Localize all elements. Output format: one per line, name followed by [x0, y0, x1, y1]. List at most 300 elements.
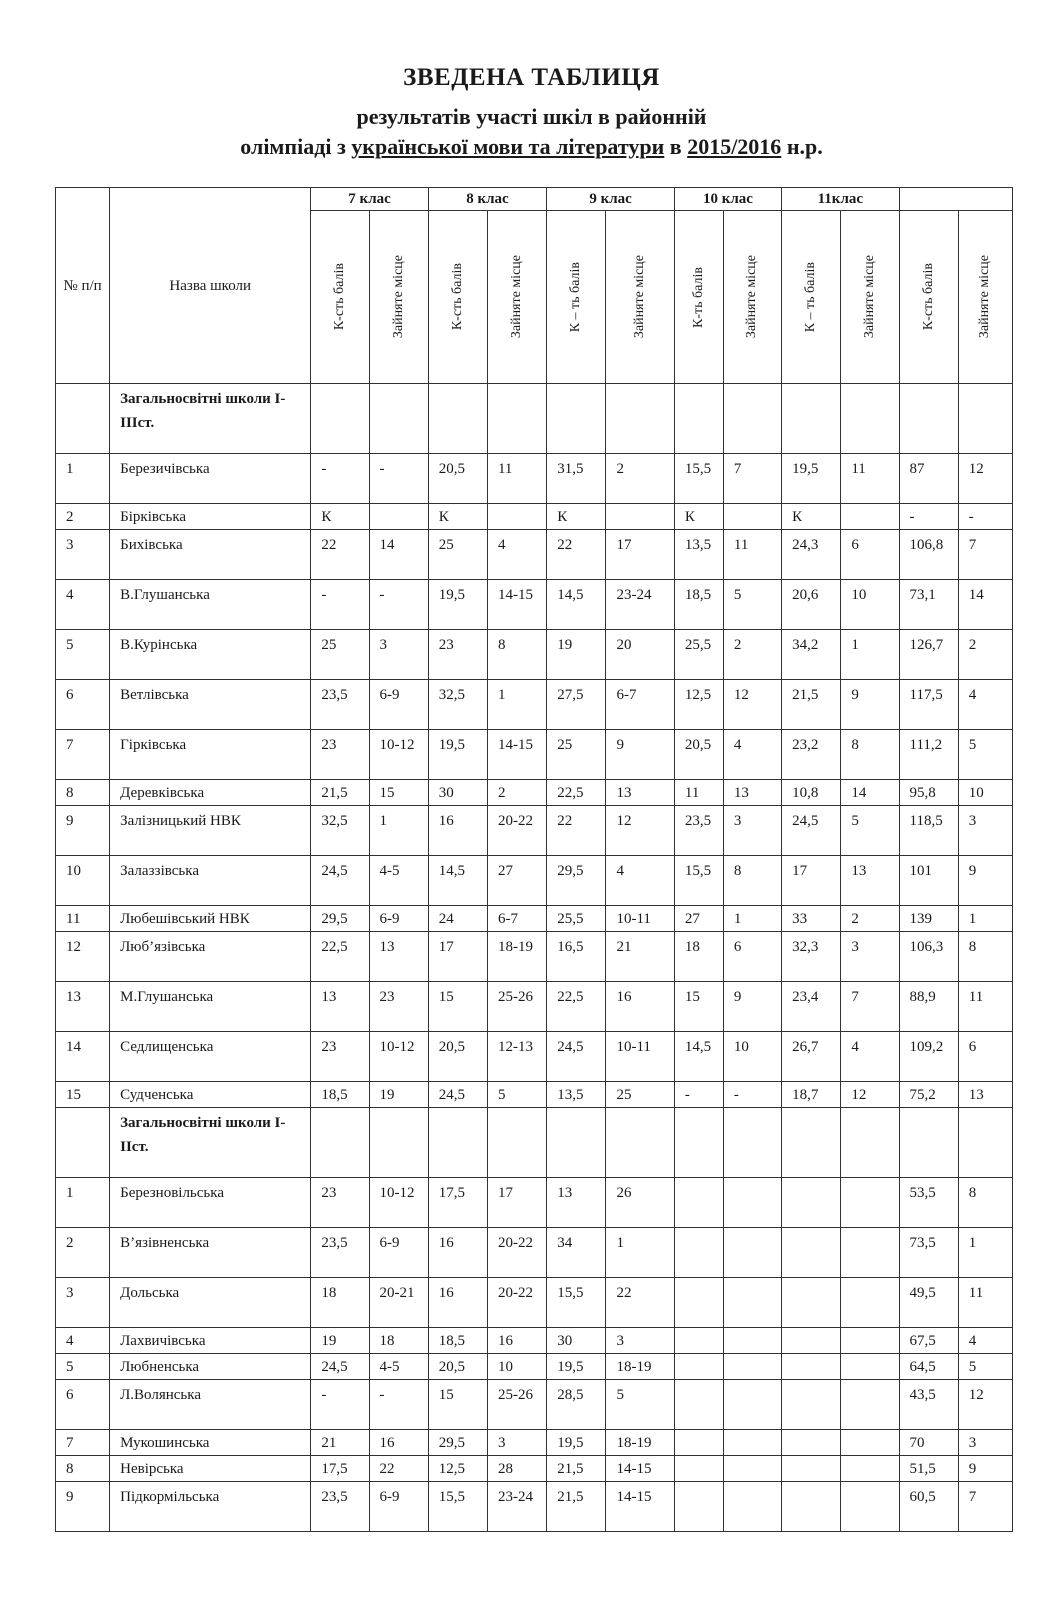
empty-cell	[899, 1108, 958, 1178]
subheader-label: К-сть балів	[331, 263, 347, 331]
points-cell: 24,5	[428, 1082, 487, 1108]
points-cell: 20,6	[782, 580, 841, 630]
empty-cell	[487, 384, 546, 454]
place-cell: 4	[723, 730, 781, 780]
points-cell: 23,5	[311, 680, 369, 730]
row-number: 6	[56, 680, 110, 730]
points-cell: 14,5	[674, 1032, 723, 1082]
points-cell: 75,2	[899, 1082, 958, 1108]
table-row	[56, 1456, 1013, 1482]
place-cell: 5	[841, 806, 899, 856]
points-cell: 13,5	[674, 530, 723, 580]
points-cell	[674, 1354, 723, 1380]
points-cell: 22,5	[547, 780, 606, 806]
place-cell	[841, 1380, 899, 1430]
row-number: 5	[56, 630, 110, 680]
empty-cell	[723, 1108, 781, 1178]
points-cell: 13	[311, 982, 369, 1032]
place-cell	[369, 504, 428, 530]
place-cell	[841, 504, 899, 530]
points-cell: 16	[428, 806, 487, 856]
place-cell: 6	[841, 530, 899, 580]
place-cell: 10-11	[606, 1032, 674, 1082]
empty-cell	[547, 384, 606, 454]
points-cell: 23	[311, 730, 369, 780]
school-name: Бірківська	[110, 504, 311, 530]
points-subheader	[899, 211, 958, 384]
school-name: Гірківська	[110, 730, 311, 780]
place-cell: 16	[606, 982, 674, 1032]
points-cell: 109,2	[899, 1032, 958, 1082]
place-cell: 4	[841, 1032, 899, 1082]
points-cell: 20,5	[428, 1032, 487, 1082]
points-cell: 23	[311, 1032, 369, 1082]
place-cell	[723, 1328, 781, 1354]
row-number: 14	[56, 1032, 110, 1082]
school-name: Мукошинська	[110, 1430, 311, 1456]
points-cell: 118,5	[899, 806, 958, 856]
place-cell	[841, 1228, 899, 1278]
points-cell: К	[674, 504, 723, 530]
points-cell: 25	[547, 730, 606, 780]
points-cell: 27,5	[547, 680, 606, 730]
points-cell: 34,2	[782, 630, 841, 680]
place-cell: -	[958, 504, 1012, 530]
points-cell: -	[311, 580, 369, 630]
table-row	[56, 630, 1013, 680]
points-cell: 19,5	[428, 580, 487, 630]
school-name: Невірська	[110, 1456, 311, 1482]
school-name: Седлищенська	[110, 1032, 311, 1082]
subtitle-text-c: н.р.	[781, 134, 823, 159]
place-cell: 2	[958, 630, 1012, 680]
row-number: 6	[56, 1380, 110, 1430]
subheader-label: К – ть балів	[803, 261, 819, 333]
empty-cell	[958, 1108, 1012, 1178]
empty-cell	[487, 1108, 546, 1178]
points-cell	[782, 1380, 841, 1430]
points-cell	[674, 1278, 723, 1328]
place-subheader	[606, 211, 674, 384]
place-cell	[841, 1482, 899, 1532]
school-name: Підкормільська	[110, 1482, 311, 1532]
points-cell: 19	[547, 630, 606, 680]
points-cell: 23	[428, 630, 487, 680]
points-cell: 25,5	[547, 906, 606, 932]
place-cell: 5	[606, 1380, 674, 1430]
place-cell: 11	[958, 1278, 1012, 1328]
points-cell: 14,5	[547, 580, 606, 630]
place-subheader	[723, 211, 781, 384]
place-cell	[723, 1278, 781, 1328]
place-cell: 23-24	[487, 1482, 546, 1532]
school-name: Любешівський НВК	[110, 906, 311, 932]
row-number: 8	[56, 780, 110, 806]
place-cell: 13	[369, 932, 428, 982]
points-cell: 73,1	[899, 580, 958, 630]
points-cell: 73,5	[899, 1228, 958, 1278]
place-cell: 12	[841, 1082, 899, 1108]
place-cell: 9	[841, 680, 899, 730]
place-cell: 5	[958, 1354, 1012, 1380]
points-cell: 32,3	[782, 932, 841, 982]
place-cell: 3	[369, 630, 428, 680]
place-cell: 26	[606, 1178, 674, 1228]
place-cell: 23-24	[606, 580, 674, 630]
place-cell: 2	[841, 906, 899, 932]
row-number: 7	[56, 1430, 110, 1456]
place-cell: 3	[606, 1328, 674, 1354]
grade-10-header: 10 клас	[674, 188, 781, 211]
points-cell	[782, 1328, 841, 1354]
row-number: 15	[56, 1082, 110, 1108]
points-cell: 20,5	[428, 454, 487, 504]
empty-cell	[782, 1108, 841, 1178]
points-cell: 17	[782, 856, 841, 906]
points-cell: 32,5	[311, 806, 369, 856]
row-number: 2	[56, 1228, 110, 1278]
doc-subtitle-line3	[0, 134, 1063, 160]
points-subheader	[547, 211, 606, 384]
results-table	[55, 187, 1013, 1532]
place-cell: 22	[369, 1456, 428, 1482]
empty-cell	[428, 384, 487, 454]
points-cell: 101	[899, 856, 958, 906]
points-cell	[782, 1456, 841, 1482]
place-cell: 4-5	[369, 1354, 428, 1380]
place-cell: 11	[958, 982, 1012, 1032]
empty-cell	[547, 1108, 606, 1178]
empty-cell	[369, 1108, 428, 1178]
table-row	[56, 1178, 1013, 1228]
place-cell: 12	[958, 1380, 1012, 1430]
subheader-label: К – ть балів	[568, 261, 584, 333]
table-row	[56, 454, 1013, 504]
points-cell: 22,5	[547, 982, 606, 1032]
points-cell: 17	[428, 932, 487, 982]
place-cell: 20-22	[487, 1228, 546, 1278]
empty-cell	[674, 1108, 723, 1178]
points-cell: -	[311, 1380, 369, 1430]
points-cell	[674, 1380, 723, 1430]
points-cell: 18	[311, 1278, 369, 1328]
school-name: Ветлівська	[110, 680, 311, 730]
section-title: Загальносвітні школи І-ІІст.	[110, 1108, 311, 1178]
points-cell	[674, 1328, 723, 1354]
place-cell	[841, 1456, 899, 1482]
points-cell	[674, 1482, 723, 1532]
place-cell: 1	[487, 680, 546, 730]
school-name: Лахвичівська	[110, 1328, 311, 1354]
points-cell: 28,5	[547, 1380, 606, 1430]
empty-cell	[311, 384, 369, 454]
points-cell: 19,5	[782, 454, 841, 504]
school-name: М.Глушанська	[110, 982, 311, 1032]
empty-cell	[606, 384, 674, 454]
points-cell: 30	[428, 780, 487, 806]
place-cell: 10-12	[369, 1178, 428, 1228]
school-name: Залізницький НВК	[110, 806, 311, 856]
place-cell: 2	[487, 780, 546, 806]
place-cell: 6-9	[369, 906, 428, 932]
place-cell: -	[369, 454, 428, 504]
section-header-row	[56, 1108, 1013, 1178]
points-cell: 24,5	[782, 806, 841, 856]
place-cell	[723, 1354, 781, 1380]
points-cell	[782, 1354, 841, 1380]
school-name: В’язівненська	[110, 1228, 311, 1278]
points-cell: К	[547, 504, 606, 530]
grade-11-header: 11клас	[782, 188, 899, 211]
row-number: 9	[56, 1482, 110, 1532]
place-cell: 14-15	[487, 580, 546, 630]
points-cell: 13,5	[547, 1082, 606, 1108]
grade-7-header: 7 клас	[311, 188, 428, 211]
points-cell: 19,5	[428, 730, 487, 780]
points-cell: 51,5	[899, 1456, 958, 1482]
points-cell: 16,5	[547, 932, 606, 982]
table-row	[56, 530, 1013, 580]
school-name: Люб’язівська	[110, 932, 311, 982]
place-cell: 5	[958, 730, 1012, 780]
points-cell: 19,5	[547, 1430, 606, 1456]
table-row	[56, 504, 1013, 530]
subtitle-text-b: в	[664, 134, 688, 159]
place-cell: 8	[841, 730, 899, 780]
points-cell	[674, 1430, 723, 1456]
points-cell: 88,9	[899, 982, 958, 1032]
row-number: 1	[56, 454, 110, 504]
place-cell: 4	[606, 856, 674, 906]
points-cell: 23,5	[311, 1228, 369, 1278]
place-cell: 8	[958, 1178, 1012, 1228]
place-cell: 1	[723, 906, 781, 932]
place-cell	[723, 1178, 781, 1228]
place-cell: 8	[487, 630, 546, 680]
place-cell	[841, 1278, 899, 1328]
points-cell: 70	[899, 1430, 958, 1456]
place-cell: 19	[369, 1082, 428, 1108]
subheader-label: К-сть балів	[920, 263, 936, 331]
table-row	[56, 1380, 1013, 1430]
points-cell: 22	[547, 806, 606, 856]
points-cell: 23,2	[782, 730, 841, 780]
place-cell: 6	[723, 932, 781, 982]
empty-cell	[311, 1108, 369, 1178]
table-row	[56, 1328, 1013, 1354]
place-cell: 18-19	[606, 1354, 674, 1380]
empty-cell	[899, 384, 958, 454]
points-cell: 126,7	[899, 630, 958, 680]
points-cell	[674, 1456, 723, 1482]
empty-cell	[369, 384, 428, 454]
place-cell: 13	[841, 856, 899, 906]
table-row	[56, 806, 1013, 856]
place-cell: 14-15	[606, 1456, 674, 1482]
points-cell: -	[899, 504, 958, 530]
points-cell	[782, 1278, 841, 1328]
points-cell	[782, 1228, 841, 1278]
place-cell: 1	[958, 906, 1012, 932]
points-cell: 18,5	[674, 580, 723, 630]
place-cell: 3	[958, 1430, 1012, 1456]
place-cell: 20-21	[369, 1278, 428, 1328]
points-cell: 18	[674, 932, 723, 982]
table-row	[56, 1430, 1013, 1456]
place-cell: 1	[841, 630, 899, 680]
place-cell: 14	[958, 580, 1012, 630]
points-cell: 19	[311, 1328, 369, 1354]
row-number: 11	[56, 906, 110, 932]
row-number: 10	[56, 856, 110, 906]
points-cell: 17,5	[428, 1178, 487, 1228]
place-cell: 3	[723, 806, 781, 856]
empty-cell	[606, 1108, 674, 1178]
place-cell: 6-9	[369, 1482, 428, 1532]
place-cell: 7	[958, 530, 1012, 580]
points-cell	[782, 1482, 841, 1532]
row-number: 4	[56, 1328, 110, 1354]
place-cell: 6-9	[369, 680, 428, 730]
school-name: Деревківська	[110, 780, 311, 806]
points-cell: 25	[311, 630, 369, 680]
place-cell: 17	[487, 1178, 546, 1228]
points-cell: 18,5	[311, 1082, 369, 1108]
points-cell: 21,5	[547, 1456, 606, 1482]
points-cell: 43,5	[899, 1380, 958, 1430]
empty-cell	[958, 384, 1012, 454]
subheader-label: Зайняте місце	[861, 255, 877, 339]
place-cell: 14-15	[606, 1482, 674, 1532]
points-cell: 53,5	[899, 1178, 958, 1228]
place-cell: 20	[606, 630, 674, 680]
points-cell: 32,5	[428, 680, 487, 730]
points-cell: 15	[674, 982, 723, 1032]
points-cell: 22,5	[311, 932, 369, 982]
points-subheader	[782, 211, 841, 384]
points-cell: -	[674, 1082, 723, 1108]
points-cell: 34	[547, 1228, 606, 1278]
points-cell: -	[311, 454, 369, 504]
points-cell: 20,5	[674, 730, 723, 780]
place-cell: 4-5	[369, 856, 428, 906]
place-cell: 9	[723, 982, 781, 1032]
place-cell: 14	[369, 530, 428, 580]
subheader-label: Зайняте місце	[509, 255, 525, 339]
place-cell: 10-12	[369, 730, 428, 780]
table-row	[56, 580, 1013, 630]
place-cell: 6-7	[487, 906, 546, 932]
points-cell: 16	[428, 1228, 487, 1278]
points-cell: 15,5	[547, 1278, 606, 1328]
empty-cell	[841, 384, 899, 454]
points-cell: 22	[547, 530, 606, 580]
subheader-label: Зайняте місце	[632, 255, 648, 339]
place-cell: 23	[369, 982, 428, 1032]
points-cell: 87	[899, 454, 958, 504]
place-cell: 3	[487, 1430, 546, 1456]
place-cell: 10-11	[606, 906, 674, 932]
points-cell: 139	[899, 906, 958, 932]
school-name: Березичівська	[110, 454, 311, 504]
points-cell: 25,5	[674, 630, 723, 680]
subtitle-text-a: олімпіаді з	[240, 134, 352, 159]
place-cell: 9	[606, 730, 674, 780]
table-row	[56, 730, 1013, 780]
points-subheader	[311, 211, 369, 384]
points-cell: 12,5	[674, 680, 723, 730]
points-cell: 30	[547, 1328, 606, 1354]
points-cell: 12,5	[428, 1456, 487, 1482]
place-cell: 6	[958, 1032, 1012, 1082]
points-cell: 15,5	[428, 1482, 487, 1532]
points-cell: 26,7	[782, 1032, 841, 1082]
points-cell: К	[311, 504, 369, 530]
place-cell: 1	[369, 806, 428, 856]
points-cell: 18,5	[428, 1328, 487, 1354]
place-cell	[841, 1354, 899, 1380]
place-cell: 20-22	[487, 1278, 546, 1328]
empty-cell	[56, 1108, 110, 1178]
place-cell: 17	[606, 530, 674, 580]
place-cell: 11	[487, 454, 546, 504]
col-number-header: № п/п	[56, 188, 110, 384]
place-cell: 25	[606, 1082, 674, 1108]
row-number: 4	[56, 580, 110, 630]
points-cell: 21,5	[782, 680, 841, 730]
points-cell: 106,8	[899, 530, 958, 580]
grade-9-header: 9 клас	[547, 188, 675, 211]
total-header	[899, 188, 1012, 211]
points-cell: 17,5	[311, 1456, 369, 1482]
place-cell: 2	[723, 630, 781, 680]
place-cell: 4	[958, 680, 1012, 730]
points-cell: К	[782, 504, 841, 530]
place-cell: 14-15	[487, 730, 546, 780]
place-cell: 3	[841, 932, 899, 982]
table-row	[56, 906, 1013, 932]
table-row	[56, 780, 1013, 806]
table-row	[56, 1228, 1013, 1278]
place-cell: 27	[487, 856, 546, 906]
place-cell: 8	[723, 856, 781, 906]
points-cell: 16	[428, 1278, 487, 1328]
doc-title: ЗВЕДЕНА ТАБЛИЦЯ	[403, 64, 660, 91]
subheader-label: Зайняте місце	[390, 255, 406, 339]
row-number: 5	[56, 1354, 110, 1380]
place-cell	[487, 504, 546, 530]
row-number: 8	[56, 1456, 110, 1482]
points-cell: 31,5	[547, 454, 606, 504]
school-name: Судченська	[110, 1082, 311, 1108]
place-cell: 10	[841, 580, 899, 630]
school-name: В.Курінська	[110, 630, 311, 680]
place-cell: 6-9	[369, 1228, 428, 1278]
place-cell: 5	[487, 1082, 546, 1108]
place-cell: 13	[606, 780, 674, 806]
points-cell: 60,5	[899, 1482, 958, 1532]
points-cell: 49,5	[899, 1278, 958, 1328]
place-cell: 14	[841, 780, 899, 806]
place-cell	[841, 1328, 899, 1354]
section-title: Загальносвітні школи І-ІІІст.	[110, 384, 311, 454]
table-row	[56, 1278, 1013, 1328]
place-cell: 12-13	[487, 1032, 546, 1082]
empty-cell	[723, 384, 781, 454]
place-cell: 18-19	[487, 932, 546, 982]
empty-cell	[841, 1108, 899, 1178]
points-cell: 95,8	[899, 780, 958, 806]
